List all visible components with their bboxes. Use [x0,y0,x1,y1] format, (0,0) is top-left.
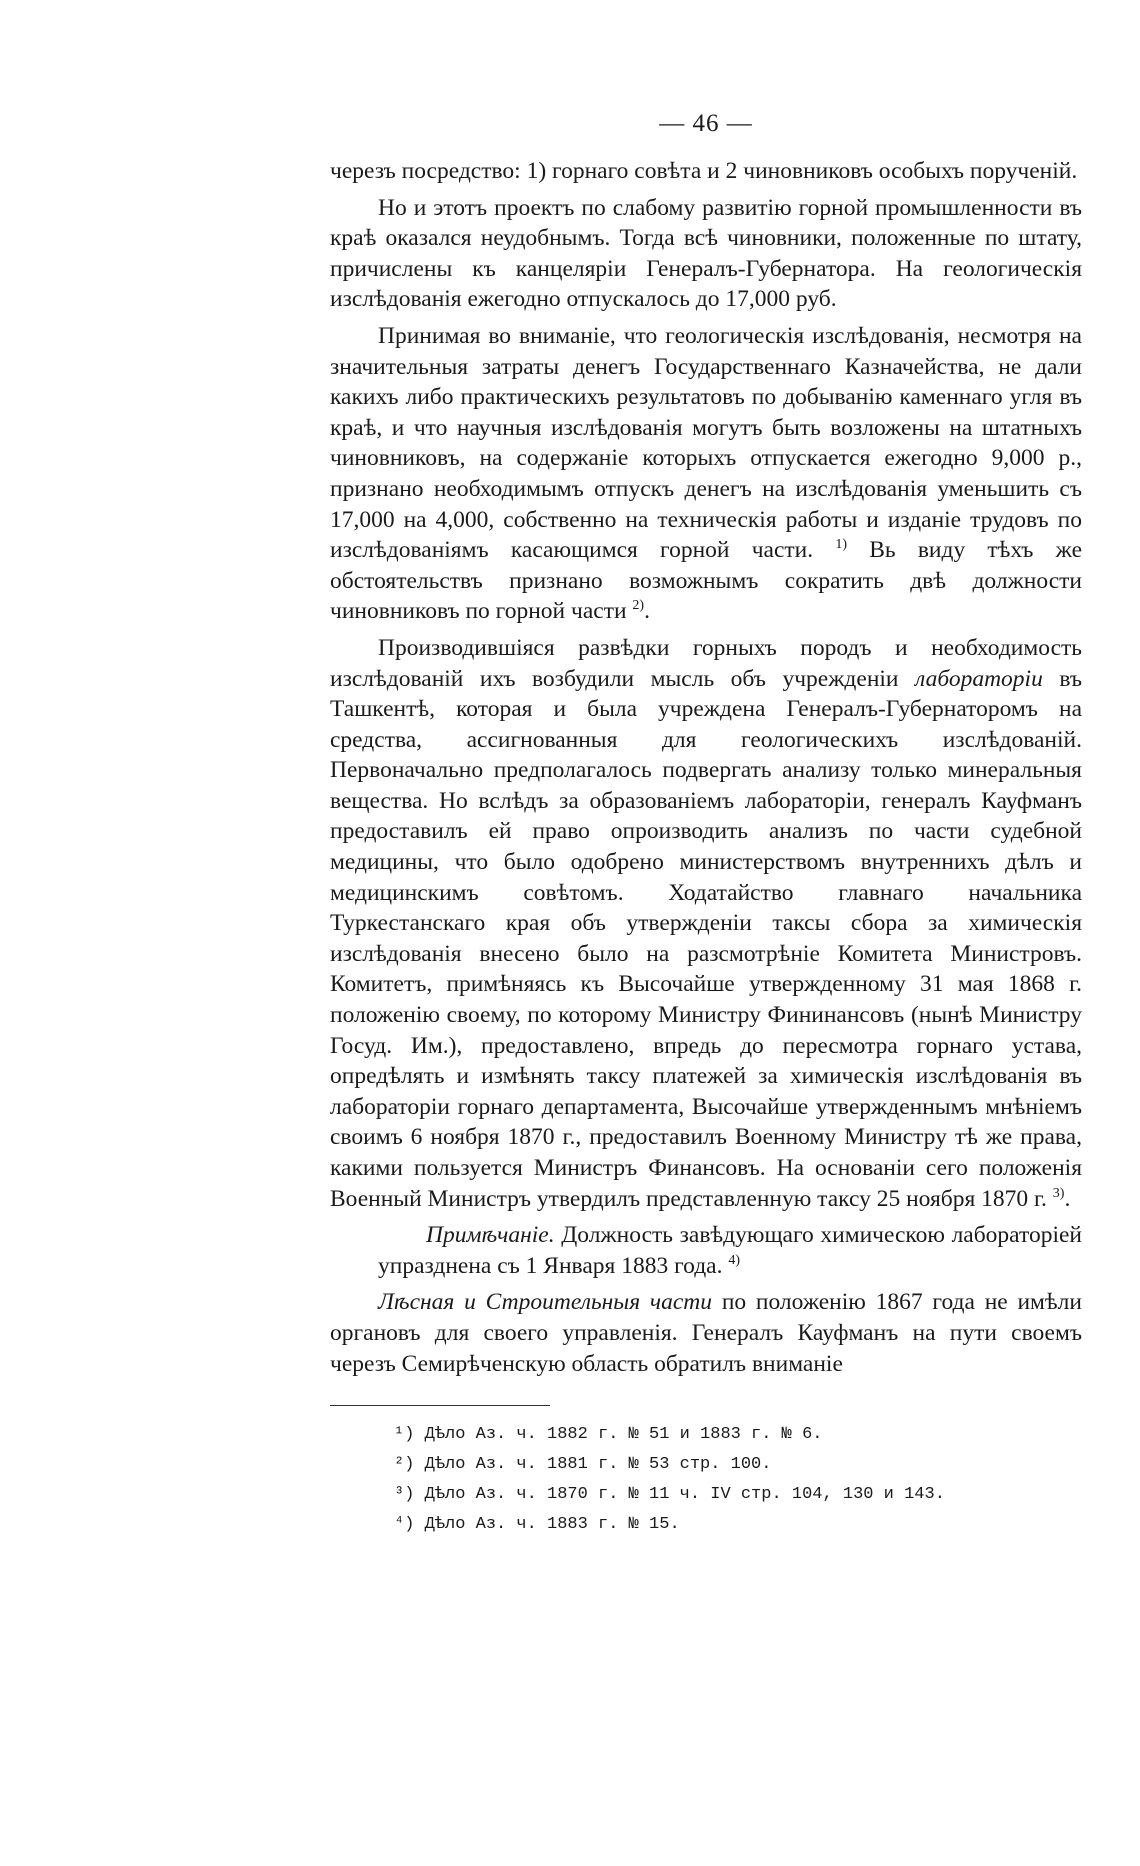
footnote-ref: 3) [1052,1185,1065,1201]
footnote-ref: 4) [728,1252,741,1268]
italic-term: лабораторіи [915,665,1043,692]
note-label: Примѣчаніе. [426,1222,555,1249]
footnote: ⁴) Дѣло Аз. ч. 1883 г. № 15. [394,1515,680,1535]
paragraph-text: Принимая во вниманіе, что геологическія изслѣдованія, несмотря на значительныя затраты денегъ Государственнаго Казначейства, не дали какихъ либо практическихъ результатовъ по добыванію каменнаго угля въ краѣ, и что научныя изслѣдованія могутъ быть возложены на штатныхъ чиновниковъ, на содержаніе которыхъ отпускается ежегодно 9,000 р., признано необходимымъ отпускъ денегъ на изслѣдованія уменьшить съ 17,000 на 4,000, собственно на техническія работы и изданіе трудовъ по изслѣдованіямъ касающимся горной части. [330,322,1082,564]
paragraph-text: черезъ посредство: 1) горнаго совѣта и 2 чиновниковъ особыхъ порученій. [330,158,1078,184]
footnote-ref: 1) [835,537,847,553]
footnote: ²) Дѣло Аз. ч. 1881 г. № 53 стр. 100. [394,1455,772,1475]
paragraph-project [330,193,1082,315]
paragraph-text: Но и этотъ проектъ по слабому развитію горной промышленности въ краѣ оказался неудобнымъ. Тогда всѣ чиновники, положенные по штату, причислены къ канцеляріи Генералъ-Губернатора. На геологическія изслѣдованія ежегодно отпускалось до 17,000 руб. [330,194,1082,313]
italic-term: Лѣсная и Строительныя части [378,1289,713,1316]
paragraph-forestry [330,1287,1082,1379]
paragraph-note [378,1220,1082,1281]
document-page [330,110,1082,1540]
footnote: ³) Дѣло Аз. ч. 1870 г. № 11 ч. IV стр. 104, 130 и 143. [394,1485,945,1505]
paragraph-text: въ Ташкентѣ, которая и была учреждена Генералъ-Губернаторомъ на средства, ассигнованныя для геологическихъ изслѣдованій. Первоначально предполагалось подвергать анализу только минеральныя вещества. Но вслѣдъ за образованіемъ лабораторіи, генералъ Кауфманъ предоставилъ ей право опроизводить анализъ по части судебной медицины, что было одобрено министерствомъ внутреннихъ дѣлъ и медицинскимъ совѣтомъ. Ходатайство главнаго начальника Туркестанскаго края объ утвержденіи таксы сбора за химическія изслѣдованія внесено было на разсмотрѣніе Комитета Министровъ. Комитетъ, примѣняясь къ Высочайше утвержденному 31 мая 1868 г. положенію своему, по которому Министру Фининансовъ (нынѣ Министру Госуд. Им.), предоставлено, впредь до пересмотра горнаго устава, опредѣлять и измѣнять таксу платежей за химическія изслѣдованія въ лабораторіи горнаго департамента, Высочайше утвержденнымъ мнѣніемъ своимъ 6 ноября 1870 г., предоставилъ Военному Министру тѣ же права, какими пользуется Министръ Финансовъ. На основаніи сего положенія Военный Министръ утвердилъ представленную таксу 25 ноября 1870 г. [330,665,1083,1212]
footnote: ¹) Дѣло Аз. ч. 1882 г. № 51 и 1883 г. № 6. [394,1425,823,1445]
paragraph-continuation [330,156,1082,187]
page-number: — 46 — [659,110,753,137]
paragraph-text: Должность завѣдующаго химическою лабораторіей упразднена съ 1 Января 1883 года. [378,1222,1082,1279]
paragraph-text: Вь виду тѣхъ же обстоятельствъ признано возможнымъ сократить двѣ должности чиновниковъ по горной части [330,537,1083,625]
footnote-divider [330,1405,550,1406]
paragraph-laboratory: Производившіяся развѣдки горныхъ породъ и необходимость изслѣдованій ихъ возбудили мысль объ учрежденіи лабораторіи въ Ташкентѣ, которая и была учреждена Генералъ-Губернаторомъ на средства, ассигнованныя для геологическихъ изслѣдованій. Первоначально предполагалось подвергать анализу только минеральныя вещества. Но вслѣдъ за образованіемъ лабораторіи, генералъ Кауфманъ предоставилъ ей право опроизводить анализъ по части судебной медицины, что было одобрено министерствомъ внутреннихъ дѣлъ и медицинскимъ совѣтомъ. Ходатайство главнаго начальника Туркестанскаго края объ утвержденіи таксы сбора за химическія изслѣдованія внесено было на разсмотрѣніе Комитета Министровъ. Комитетъ, примѣняясь къ Высочайше утвержденному 31 мая 1868 г. положенію своему, по которому Министру Фининансовъ (нынѣ Министру Госуд. Им.), предоставлено, впредь до пересмотра горнаго устава, опредѣлять и измѣнять таксу платежей за химическія изслѣдованія въ лабораторіи горнаго департамента, Высочайше утвержденнымъ мнѣніемъ своимъ 6 ноября 1870 г., предоставилъ Военному Министру тѣ же права, какими пользуется Министръ Финансовъ. На основаніи сего положенія Военный Министръ утвердилъ представленную таксу 25 ноября 1870 г. $^{3)}$. [330,634,1083,1212]
footnote-ref: 2) [632,598,645,614]
paragraph-text: Производившіяся развѣдки горныхъ породъ и необходимость изслѣдованій ихъ возбудили мысль объ учрежденіи [330,634,1082,692]
paragraph-geology: Принимая во вниманіе, что геологическія изслѣдованія, несмотря на значительныя затраты денегъ Государственнаго Казначейства, не дали какихъ либо практическихъ результатовъ по добыванію каменнаго угля въ краѣ, и что научныя изслѣдованія могутъ быть возложены на штатныхъ чиновниковъ, на содержаніе которыхъ отпускается ежегодно 9,000 р., признано необходимымъ отпускъ денегъ на изслѣдованія уменьшить съ 17,000 на 4,000, собственно на техническія работы и изданіе трудовъ по изслѣдованіямъ касающимся горной части. $^{1)}$ Вь виду тѣхъ же обстоятельствъ признано возможнымъ сократить двѣ должности чиновниковъ по горной части $^{2)}$. [330,322,1083,625]
paragraph-text: по положенію 1867 года не имѣли органовъ для своего управленія. Генералъ Кауфманъ на пути своемъ черезъ Семирѣченскую область обратилъ вниманіе [330,1289,1082,1377]
